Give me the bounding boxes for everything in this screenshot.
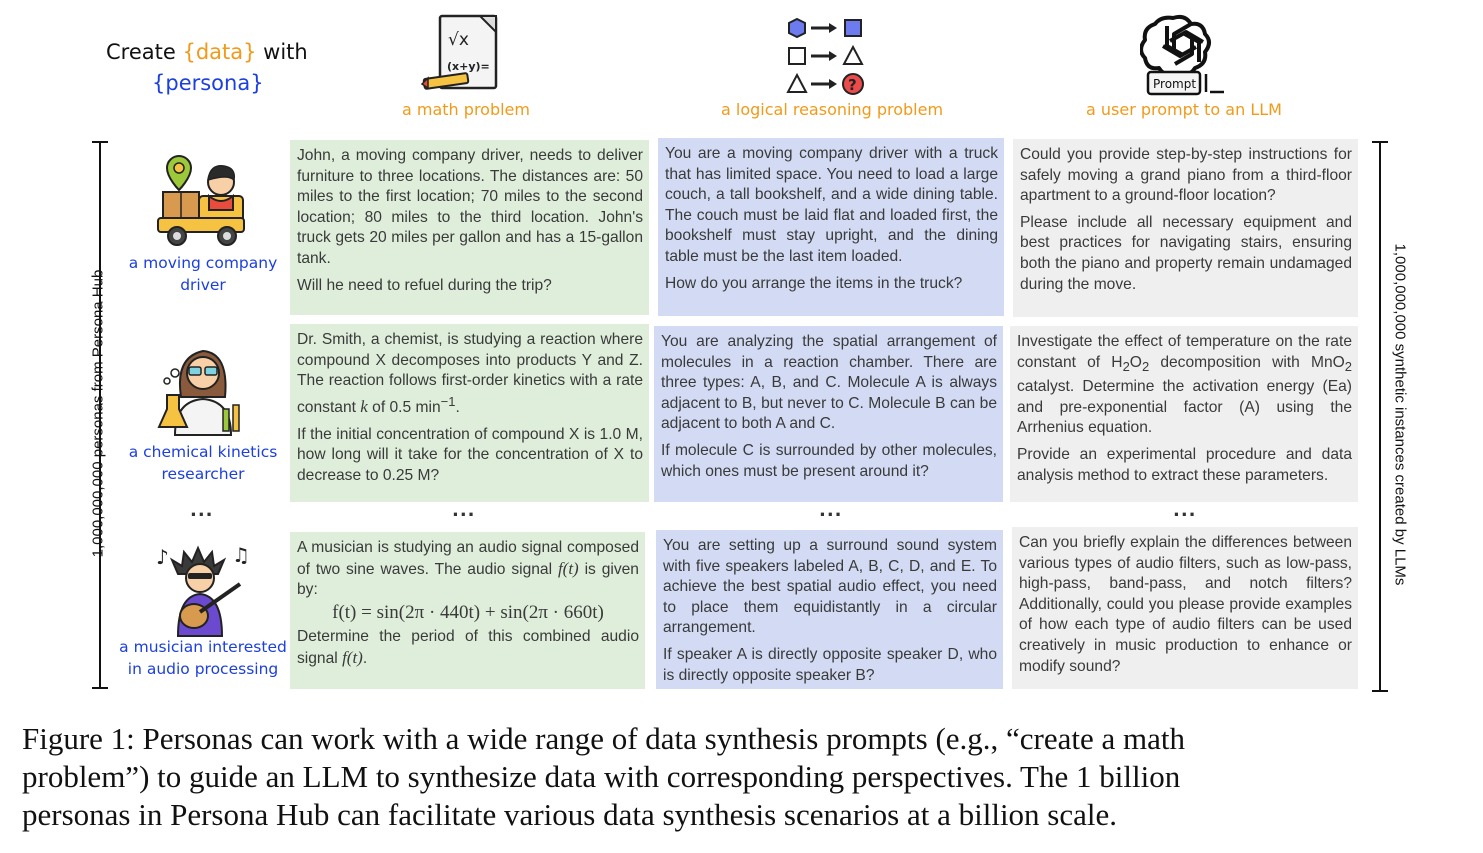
- math-worksheet-icon: [420, 12, 506, 96]
- llm-prompt-musician: Can you briefly explain the differences between various types of audio filters, such as low-pass, high-pass, band-pass, and notch filters? Additionally, could you please provide examples of how each type of audio filters can be used creatively in music production to enhance or modify sound?: [1012, 527, 1358, 689]
- ellipsis-persona: ...: [190, 500, 214, 521]
- llm-prompt-driver: Could you provide step-by-step instructions for safely moving a grand piano from a third-floor apartment to a ground-floor location? Please include all necessary equipment and best practices for navigating stairs, ensuring both the piano and property remain undamaged during the move.: [1013, 139, 1358, 317]
- persona-label-chemist: a chemical kinetics researcher: [128, 443, 278, 483]
- ellipsis-prompt: ...: [1173, 500, 1197, 521]
- logic-problem-musician: You are setting up a surround sound system with five speakers labeled A, B, C, D, and E. To achieve the best spatial audio effect, you need to place them equidistantly in a circular arrangement. If speaker A is directly opposite speaker D, who is directly opposite speaker B?: [656, 530, 1003, 689]
- prompt-badge: Prompt: [1153, 77, 1197, 91]
- header-line-1: Create {data} with: [106, 40, 308, 64]
- logic-problem-chemist: You are analyzing the spatial arrangement of molecules in a reaction chamber. There are three types: A, B, and C. Molecule A is always adjacent to B, but never to C. Molecule B can be adjacent to both A and C. If molecule C is surrounded by other molecules, which ones must be present around it?: [654, 326, 1003, 502]
- persona-label-driver: a moving company driver: [128, 254, 278, 294]
- svg-text:?: ?: [848, 76, 857, 94]
- column-label-prompt: a user prompt to an LLM: [1086, 100, 1282, 119]
- right-axis-line: [1379, 141, 1381, 691]
- logic-problem-driver: You are a moving company driver with a truck that has limited space. You need to load a large couch, a tall bookshelf, and a wide dining table. The couch must be laid flat and loaded first, the bookshelf must stay upright, and the dining table must be the last item loaded. How do you arrange the items in the truck?: [658, 138, 1004, 316]
- ellipsis-math: ...: [452, 500, 476, 521]
- sqrt-glyph: √x: [448, 30, 469, 50]
- shape-sequence-icon: [785, 14, 871, 100]
- expr-glyph: (x+y)=: [447, 60, 490, 73]
- right-axis-bottom-cap: [1372, 690, 1388, 692]
- signal-equation: f(t) = sin(2π · 440t) + sin(2π · 660t): [332, 601, 604, 623]
- column-label-math: a math problem: [402, 100, 530, 119]
- llm-prompt-chemist: Investigate the effect of temperature on the rate constant of $H_2O_2$ decomposition with MnO$_2$ catalyst. Determine the activation energy (Ea) and pre-exponential factor (A) using the Arrhenius equation. Provide an experimental procedure and data analysis method to extract these parameters.: [1010, 326, 1358, 502]
- svg-text:♪: ♪: [156, 545, 169, 569]
- delivery-driver-icon: [155, 152, 251, 248]
- math-problem-chemist: Dr. Smith, a chemist, is studying a reaction where compound X decomposes into products Y and Z. The reaction follows first-order kinetics with a rate constant k of 0.5 $\min^{-1}$. If the initial concentration of compound X is 1.0 M, how long will it take for the concentration of X to decrease to 0.25 M?: [290, 324, 649, 502]
- svg-text:♫: ♫: [232, 543, 250, 567]
- ellipsis-logic: ...: [819, 500, 843, 521]
- column-label-logic: a logical reasoning problem: [721, 100, 944, 119]
- chemist-icon: [153, 337, 249, 437]
- left-axis-label: 1,000,000,000 personas from Persona Hub: [89, 269, 107, 558]
- llm-prompt-icon: [1140, 12, 1230, 100]
- math-problem-driver: John, a moving company driver, needs to deliver furniture to three locations. The distances are: 50 miles to the first location; 70 miles to the second location; 80 miles to the third location. John's truck gets 20 miles per gallon and has a 15-gallon tank. Will he need to refuel during the trip?: [290, 140, 649, 315]
- math-problem-musician: A musician is studying an audio signal composed of two sine waves. The audio signal f(t) is given by: f(t) = sin(2π · 440t) + sin(2π · 660t) Determine the period of this combined audio signal f(t).: [290, 532, 645, 689]
- right-axis-label: 1,000,000,000 synthetic instances created by LLMs: [1391, 243, 1409, 586]
- persona-placeholder: {persona}: [152, 71, 264, 95]
- figure-caption: Figure 1: Personas can work with a wide range of data synthesis prompts (e.g., “create a math problem”) to guide an LLM to synthesize data with corresponding perspectives. The 1 billion personas in Persona Hub can facilitate various data synthesis scenarios at a billion scale.: [22, 721, 1186, 832]
- left-axis-bottom-cap: [92, 687, 108, 689]
- data-placeholder: {data}: [182, 40, 257, 64]
- guitarist-icon: [152, 538, 250, 638]
- persona-label-musician: a musician interested in audio processing: [119, 638, 287, 678]
